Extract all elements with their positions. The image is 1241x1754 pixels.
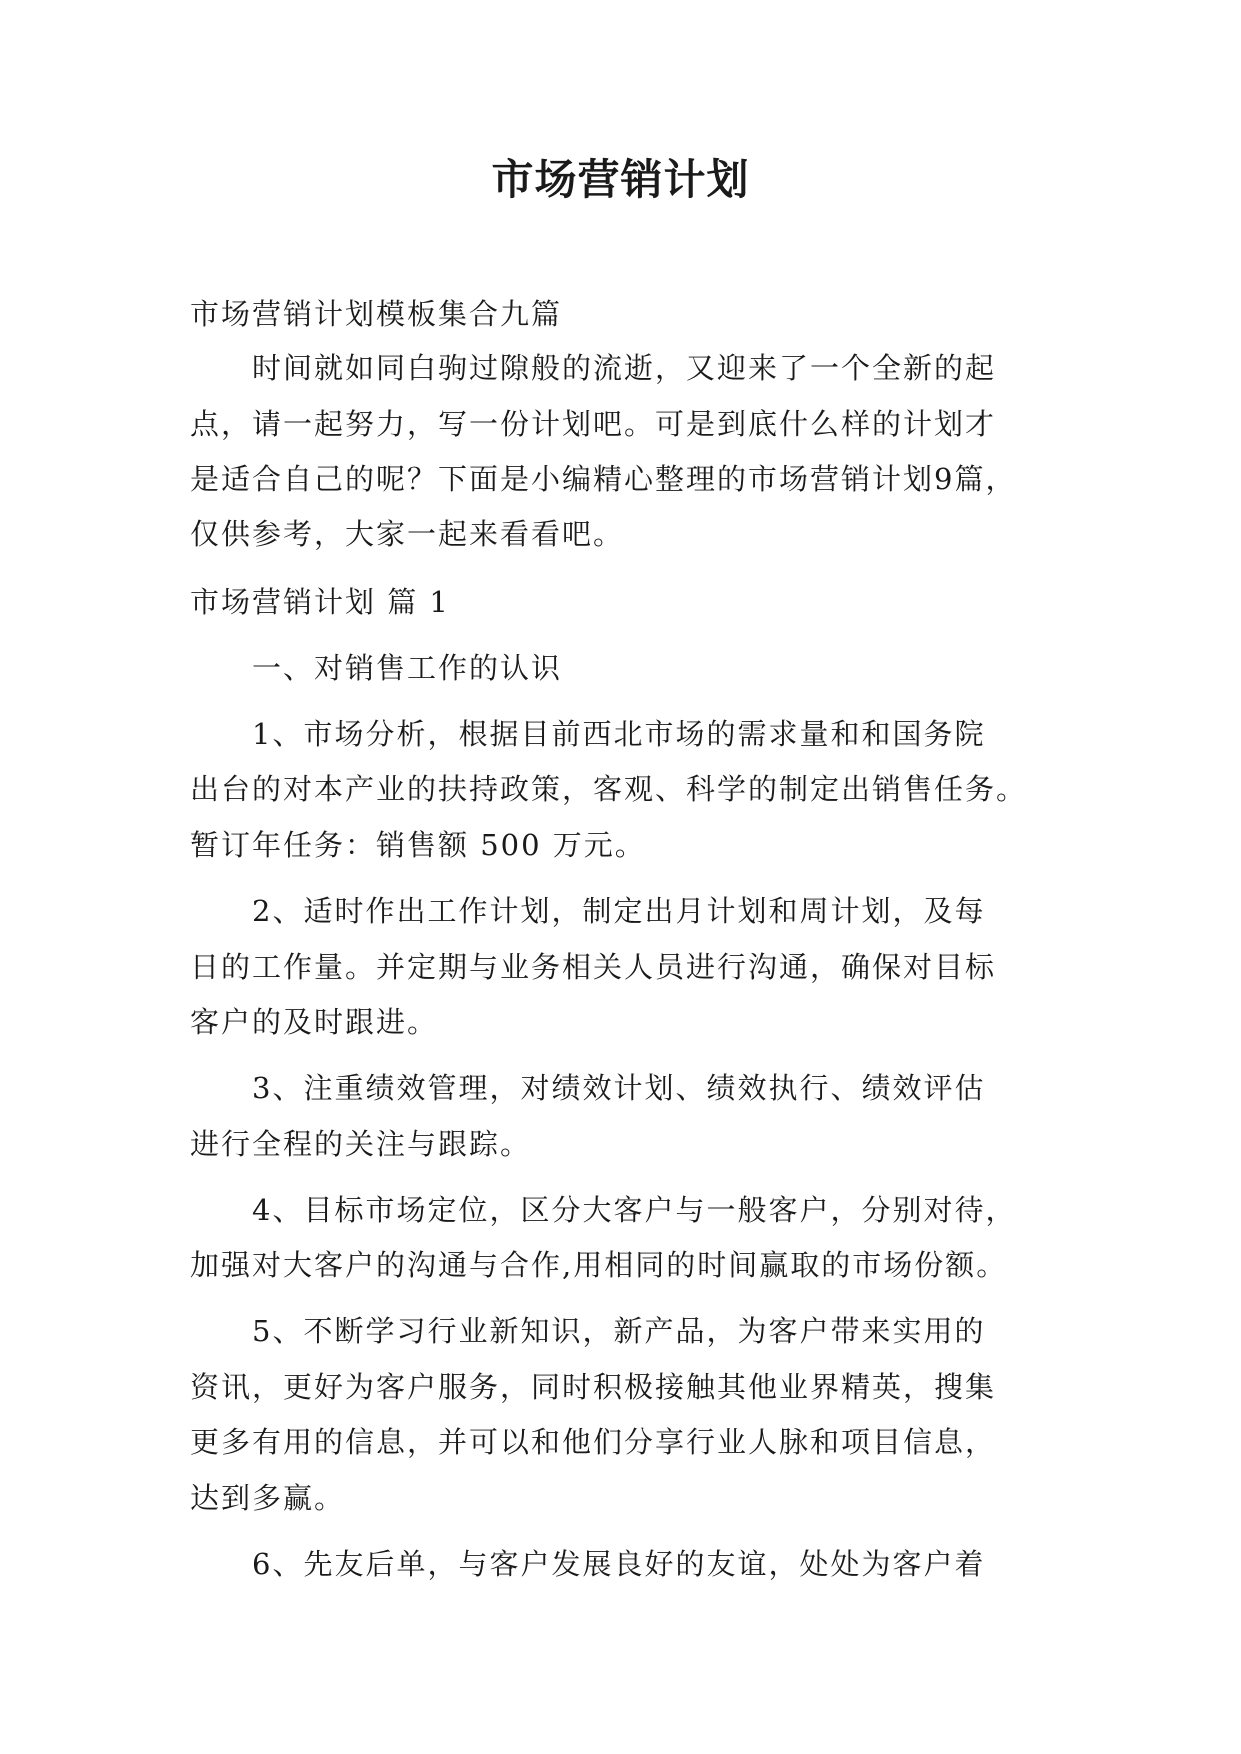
paragraph-line: 是适合自己的呢？下面是小编精心整理的市场营销计划9篇， bbox=[190, 462, 1017, 496]
paragraph-line: 加强对大客户的沟通与合作,用相同的时间赢取的市场份额。 bbox=[190, 1248, 1008, 1282]
paragraph-line: 进行全程的关注与跟踪。 bbox=[190, 1127, 532, 1161]
document-title: 市场营销计划 bbox=[491, 155, 750, 204]
paragraph-line: 仅供参考，大家一起来看看吧。 bbox=[190, 517, 625, 551]
paragraph-line: 3、注重绩效管理，对绩效计划、绩效执行、绩效评估 bbox=[252, 1071, 986, 1105]
paragraph-line: 日的工作量。并定期与业务相关人员进行沟通，确保对目标 bbox=[190, 950, 997, 984]
paragraph-line: 1、市场分析，根据目前西北市场的需求量和和国务院 bbox=[252, 717, 986, 751]
paragraph-line: 点，请一起努力，写一份计划吧。可是到底什么样的计划才 bbox=[190, 407, 997, 441]
section-heading: 市场营销计划 篇 1 bbox=[190, 585, 450, 619]
paragraph-line: 时间就如同白驹过隙般的流逝，又迎来了一个全新的起 bbox=[252, 351, 997, 385]
paragraph-line: 2、适时作出工作计划，制定出月计划和周计划，及每 bbox=[252, 894, 986, 928]
paragraph-line: 6、先友后单，与客户发展良好的友谊，处处为客户着 bbox=[252, 1547, 986, 1581]
subtitle-line: 市场营销计划模板集合九篇 bbox=[190, 297, 563, 331]
paragraph-line: 5、不断学习行业新知识，新产品，为客户带来实用的 bbox=[252, 1314, 986, 1348]
paragraph-line: 暂订年任务：销售额 500 万元。 bbox=[190, 828, 646, 862]
paragraph-line: 出台的对本产业的扶持政策，客观、科学的制定出销售任务。 bbox=[190, 772, 1028, 806]
paragraph-line: 4、目标市场定位，区分大客户与一般客户，分别对待， bbox=[252, 1193, 1017, 1227]
subsection-heading: 一、对销售工作的认识 bbox=[252, 651, 563, 685]
paragraph-line: 达到多赢。 bbox=[190, 1481, 346, 1515]
paragraph-line: 资讯，更好为客户服务，同时积极接触其他业界精英，搜集 bbox=[190, 1370, 997, 1404]
paragraph-line: 更多有用的信息，并可以和他们分享行业人脉和项目信息， bbox=[190, 1425, 997, 1459]
paragraph-line: 客户的及时跟进。 bbox=[190, 1005, 439, 1039]
